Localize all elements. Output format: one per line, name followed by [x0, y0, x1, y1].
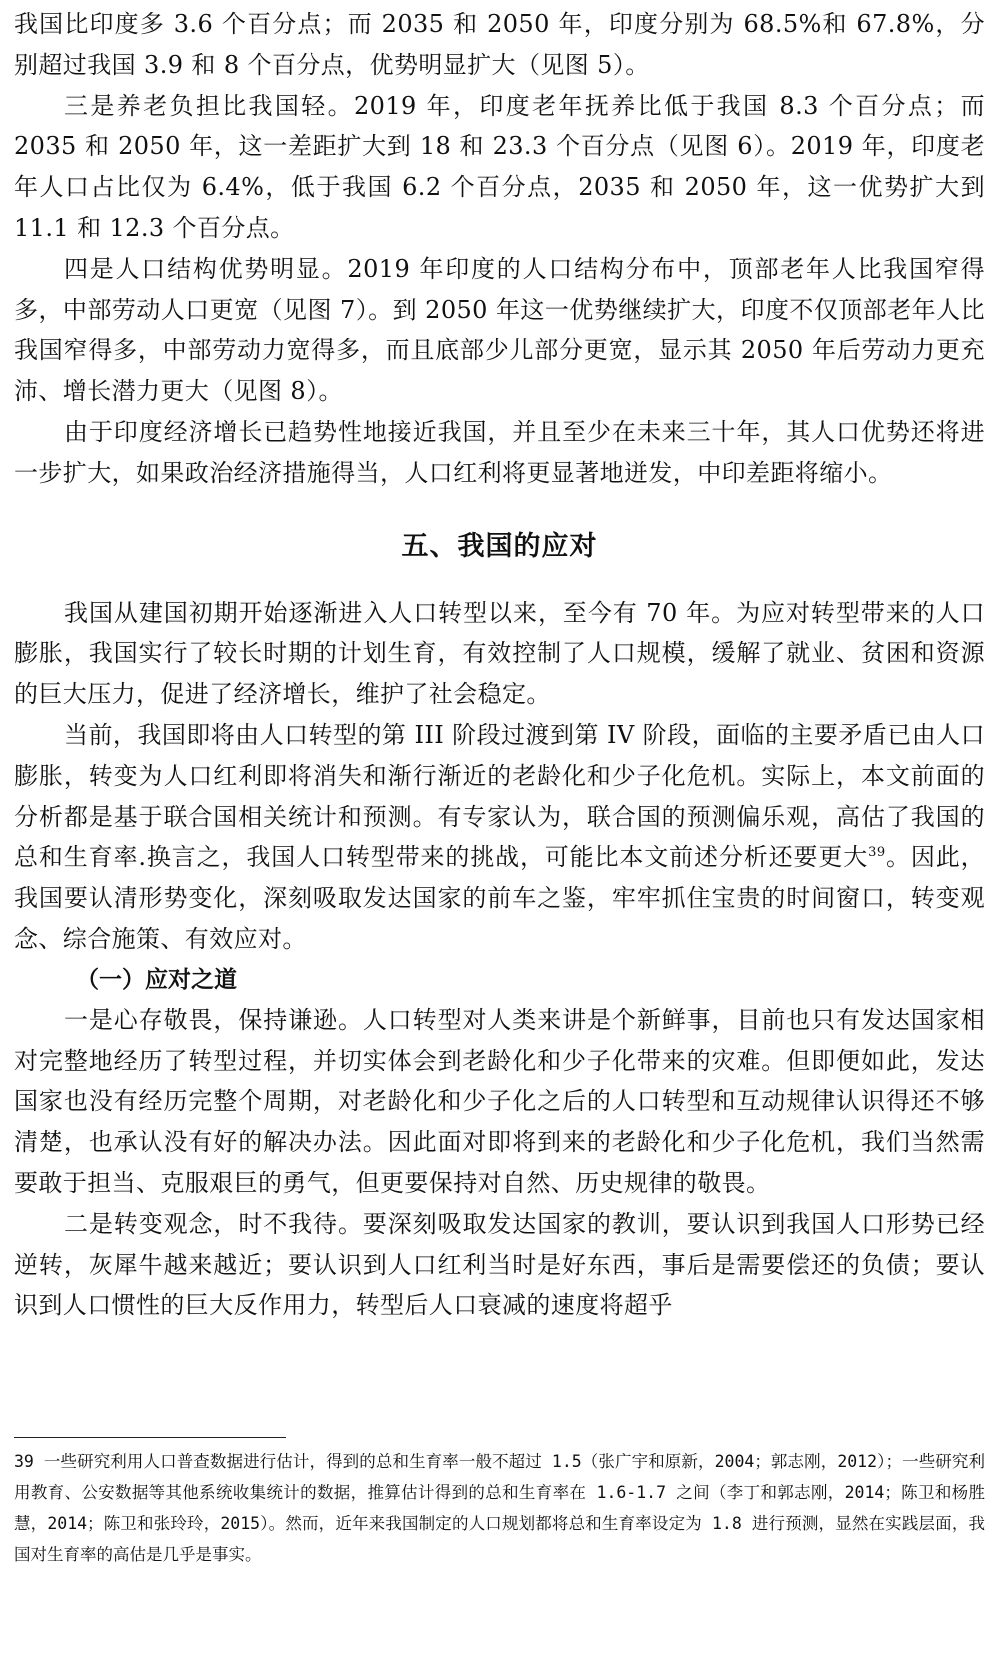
footnote-39: 39 一些研究利用人口普查数据进行估计，得到的总和生育率一般不超过 1.5（张广宇和原新，2004；郭志刚，2012）；一些研究利用教育、公安数据等其他系统收集统计的数据，推算估计得到的总和生育率在 1.6-1.7 之间（李丁和郭志刚，2014；陈卫和杨胜慧，2014；陈卫和张玲玲，2015）。然而，近年来我国制定的人口规划都将总和生育率设定为 1.8 进行预测，显然在实践层面，我国对生育率的高估是几乎是事实。 — [14, 1452, 985, 1564]
paragraph-humility: 一是心存敬畏，保持谦逊。人口转型对人类来讲是个新鲜事，目前也只有发达国家相对完整地经历了转型过程，并切实体会到老龄化和少子化带来的灾难。但即便如此，发达国家也没有经历完整个周期，对老龄化和少子化之后的人口转型和互动规律认识得还不够清楚，也承认没有好的解决办法。因此面对即将到来的老龄化和少子化危机，我们当然需要敢于担当、克服艰巨的勇气，但更要保持对自然、历史规律的敬畏。 — [14, 1005, 985, 1197]
subheading-response: （一）应对之道 — [76, 966, 237, 993]
paragraph-current-situation-text-2: 。因此，我国要认清形势变化，深刻吸取发达国家的前车之鉴，牢牢抓住宝贵的时间窗口，转变观念、综合施策、有效应对。 — [14, 843, 985, 953]
footnote-area — [14, 1437, 985, 1570]
footnote-reference[interactable]: 39 — [868, 845, 886, 861]
paragraph-transition-history: 我国从建国初期开始逐渐进入人口转型以来，至今有 70 年。为应对转型带来的人口膨胀，我国实行了较长时期的计划生育，有效控制了人口规模，缓解了就业、贫困和资源的巨大压力，促进了经济增长，维护了社会稳定。 — [14, 598, 985, 709]
paragraph-india-working-age: 我国比印度多 3.6 个百分点；而 2035 和 2050 年，印度分别为 68.5%和 67.8%，分别超过我国 3.9 和 8 个百分点，优势明显扩大（见图 5）。 — [14, 10, 985, 79]
paragraph-current-situation — [14, 715, 985, 960]
paragraph-population-structure: 四是人口结构优势明显。2019 年印度的人口结构分布中，顶部老年人比我国窄得多，中部劳动人口更宽（见图 7）。到 2050 年这一优势继续扩大，印度不仅顶部老年人比我国窄得多，中部劳动力宽得多，而且底部少儿部分更宽，显示其 2050 年后劳动力更充沛、增长潜力更大（见图 8）。 — [14, 254, 985, 406]
section-title: 五、我国的应对 — [401, 530, 598, 562]
paragraph-conclusion: 由于印度经济增长已趋势性地接近我国，并且至少在未来三十年，其人口优势还将进一步扩大，如果政治经济措施得当，人口红利将更显著地迸发，中印差距将缩小。 — [14, 417, 985, 487]
paragraph-elderly-burden: 三是养老负担比我国轻。2019 年，印度老年抚养比低于我国 8.3 个百分点；而 2035 和 2050 年，这一差距扩大到 18 和 23.3 个百分点（见图 6）。2019 年，印度老年人口占比仅为 6.4%，低于我国 6.2 个百分点，2035 和 2050 年，这一优势扩大到 11.1 和 12.3 个百分点。 — [14, 91, 985, 242]
paragraph-current-situation-text-1: 当前，我国即将由人口转型的第 III 阶段过渡到第 IV 阶段，面临的主要矛盾已由人口膨胀，转变为人口红利即将消失和渐行渐近的老龄化和少子化危机。实际上，本文前面的分析都是基于联合国相关统计和预测。有专家认为，联合国的预测偏乐观，高估了我国的总和生育率.换言之，我国人口转型带来的挑战，可能比本文前述分析还要更大 — [14, 720, 985, 872]
paragraph-change-mindset: 二是转变观念，时不我待。要深刻吸取发达国家的教训，要认识到我国人口形势已经逆转，灰犀牛越来越近；要认识到人口红利当时是好东西，事后是需要偿还的负债；要认识到人口惯性的巨大反作用力，转型后人口衰减的速度将超乎 — [14, 1209, 985, 1320]
footnote-divider — [14, 1437, 286, 1438]
body-text — [14, 0, 985, 1326]
